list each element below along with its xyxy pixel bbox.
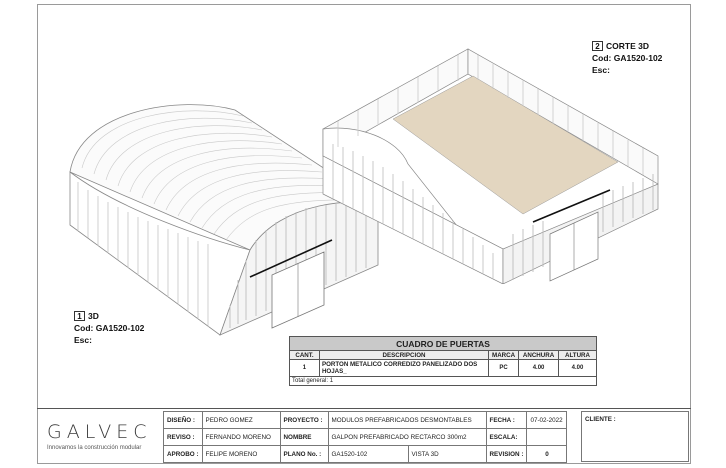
col-header-cant: CANT. xyxy=(290,351,320,360)
view-name-right: CORTE 3D xyxy=(606,41,649,51)
scale-label-left: Esc: xyxy=(74,335,92,345)
col-header-anchura: ANCHURA xyxy=(519,351,559,360)
label-fecha: FECHA : xyxy=(486,412,527,429)
value-diseno: PEDRO GOMEZ xyxy=(202,412,280,429)
title-block xyxy=(37,408,691,464)
label-proyecto: PROYECTO : xyxy=(280,412,328,429)
label-escala: ESCALA: xyxy=(486,429,527,446)
cell-descripcion: PORTON METALICO CORREDIZO PANELIZADO DOS HOJAS_ xyxy=(319,360,488,377)
view-number-left: 1 xyxy=(74,311,85,321)
logo-tagline: Innovamos la construcción modular xyxy=(47,445,142,451)
label-revision: REVISION : xyxy=(486,446,527,463)
title-block-table xyxy=(163,411,567,463)
cell-altura: 4.00 xyxy=(559,360,597,377)
company-logo xyxy=(47,421,167,451)
client-box xyxy=(581,411,689,462)
label-aprobo: APROBO : xyxy=(164,446,203,463)
cell-anchura: 4.00 xyxy=(519,360,559,377)
code-label-right: Cod: xyxy=(592,53,612,63)
view-caption-right xyxy=(592,40,662,76)
table-row xyxy=(290,360,597,377)
col-header-altura: ALTURA xyxy=(559,351,597,360)
label-cliente: CLIENTE : xyxy=(585,416,616,423)
value-proyecto: MODULOS PREFABRICADOS DESMONTABLES xyxy=(328,412,486,429)
value-aprobo: FELIPE MORENO xyxy=(202,446,280,463)
door-schedule-title: CUADRO DE PUERTAS xyxy=(290,337,597,351)
view-number-right: 2 xyxy=(592,41,603,51)
value-fecha: 07-02-2022 xyxy=(527,412,567,429)
label-nombre: NOMBRE xyxy=(280,429,328,446)
code-value-left: GA1520-102 xyxy=(95,323,145,333)
value-vista: VISTA 3D xyxy=(408,446,486,463)
label-reviso: REVISO : xyxy=(164,429,203,446)
code-value-right: GA1520-102 xyxy=(613,53,663,63)
value-reviso: FERNANDO MORENO xyxy=(202,429,280,446)
value-plano: GA1520-102 xyxy=(328,446,408,463)
total-general: Total general: 1 xyxy=(290,377,597,386)
col-header-descripcion: DESCRIPCION xyxy=(319,351,488,360)
view-name-left: 3D xyxy=(88,311,99,321)
value-revision: 0 xyxy=(527,446,567,463)
scale-label-right: Esc: xyxy=(592,65,610,75)
value-nombre: GALPON PREFABRICADO RECTARCO 300m2 xyxy=(328,429,486,446)
col-header-marca: MARCA xyxy=(489,351,519,360)
door-schedule-table xyxy=(289,336,597,386)
cell-cant: 1 xyxy=(290,360,320,377)
label-diseno: DISEÑO : xyxy=(164,412,203,429)
view-caption-left xyxy=(74,310,144,346)
code-label-left: Cod: xyxy=(74,323,94,333)
logo-wordmark: GALVEC xyxy=(47,421,152,443)
label-plano: PLANO No. : xyxy=(280,446,328,463)
cell-marca: PC xyxy=(489,360,519,377)
value-escala xyxy=(527,429,567,446)
